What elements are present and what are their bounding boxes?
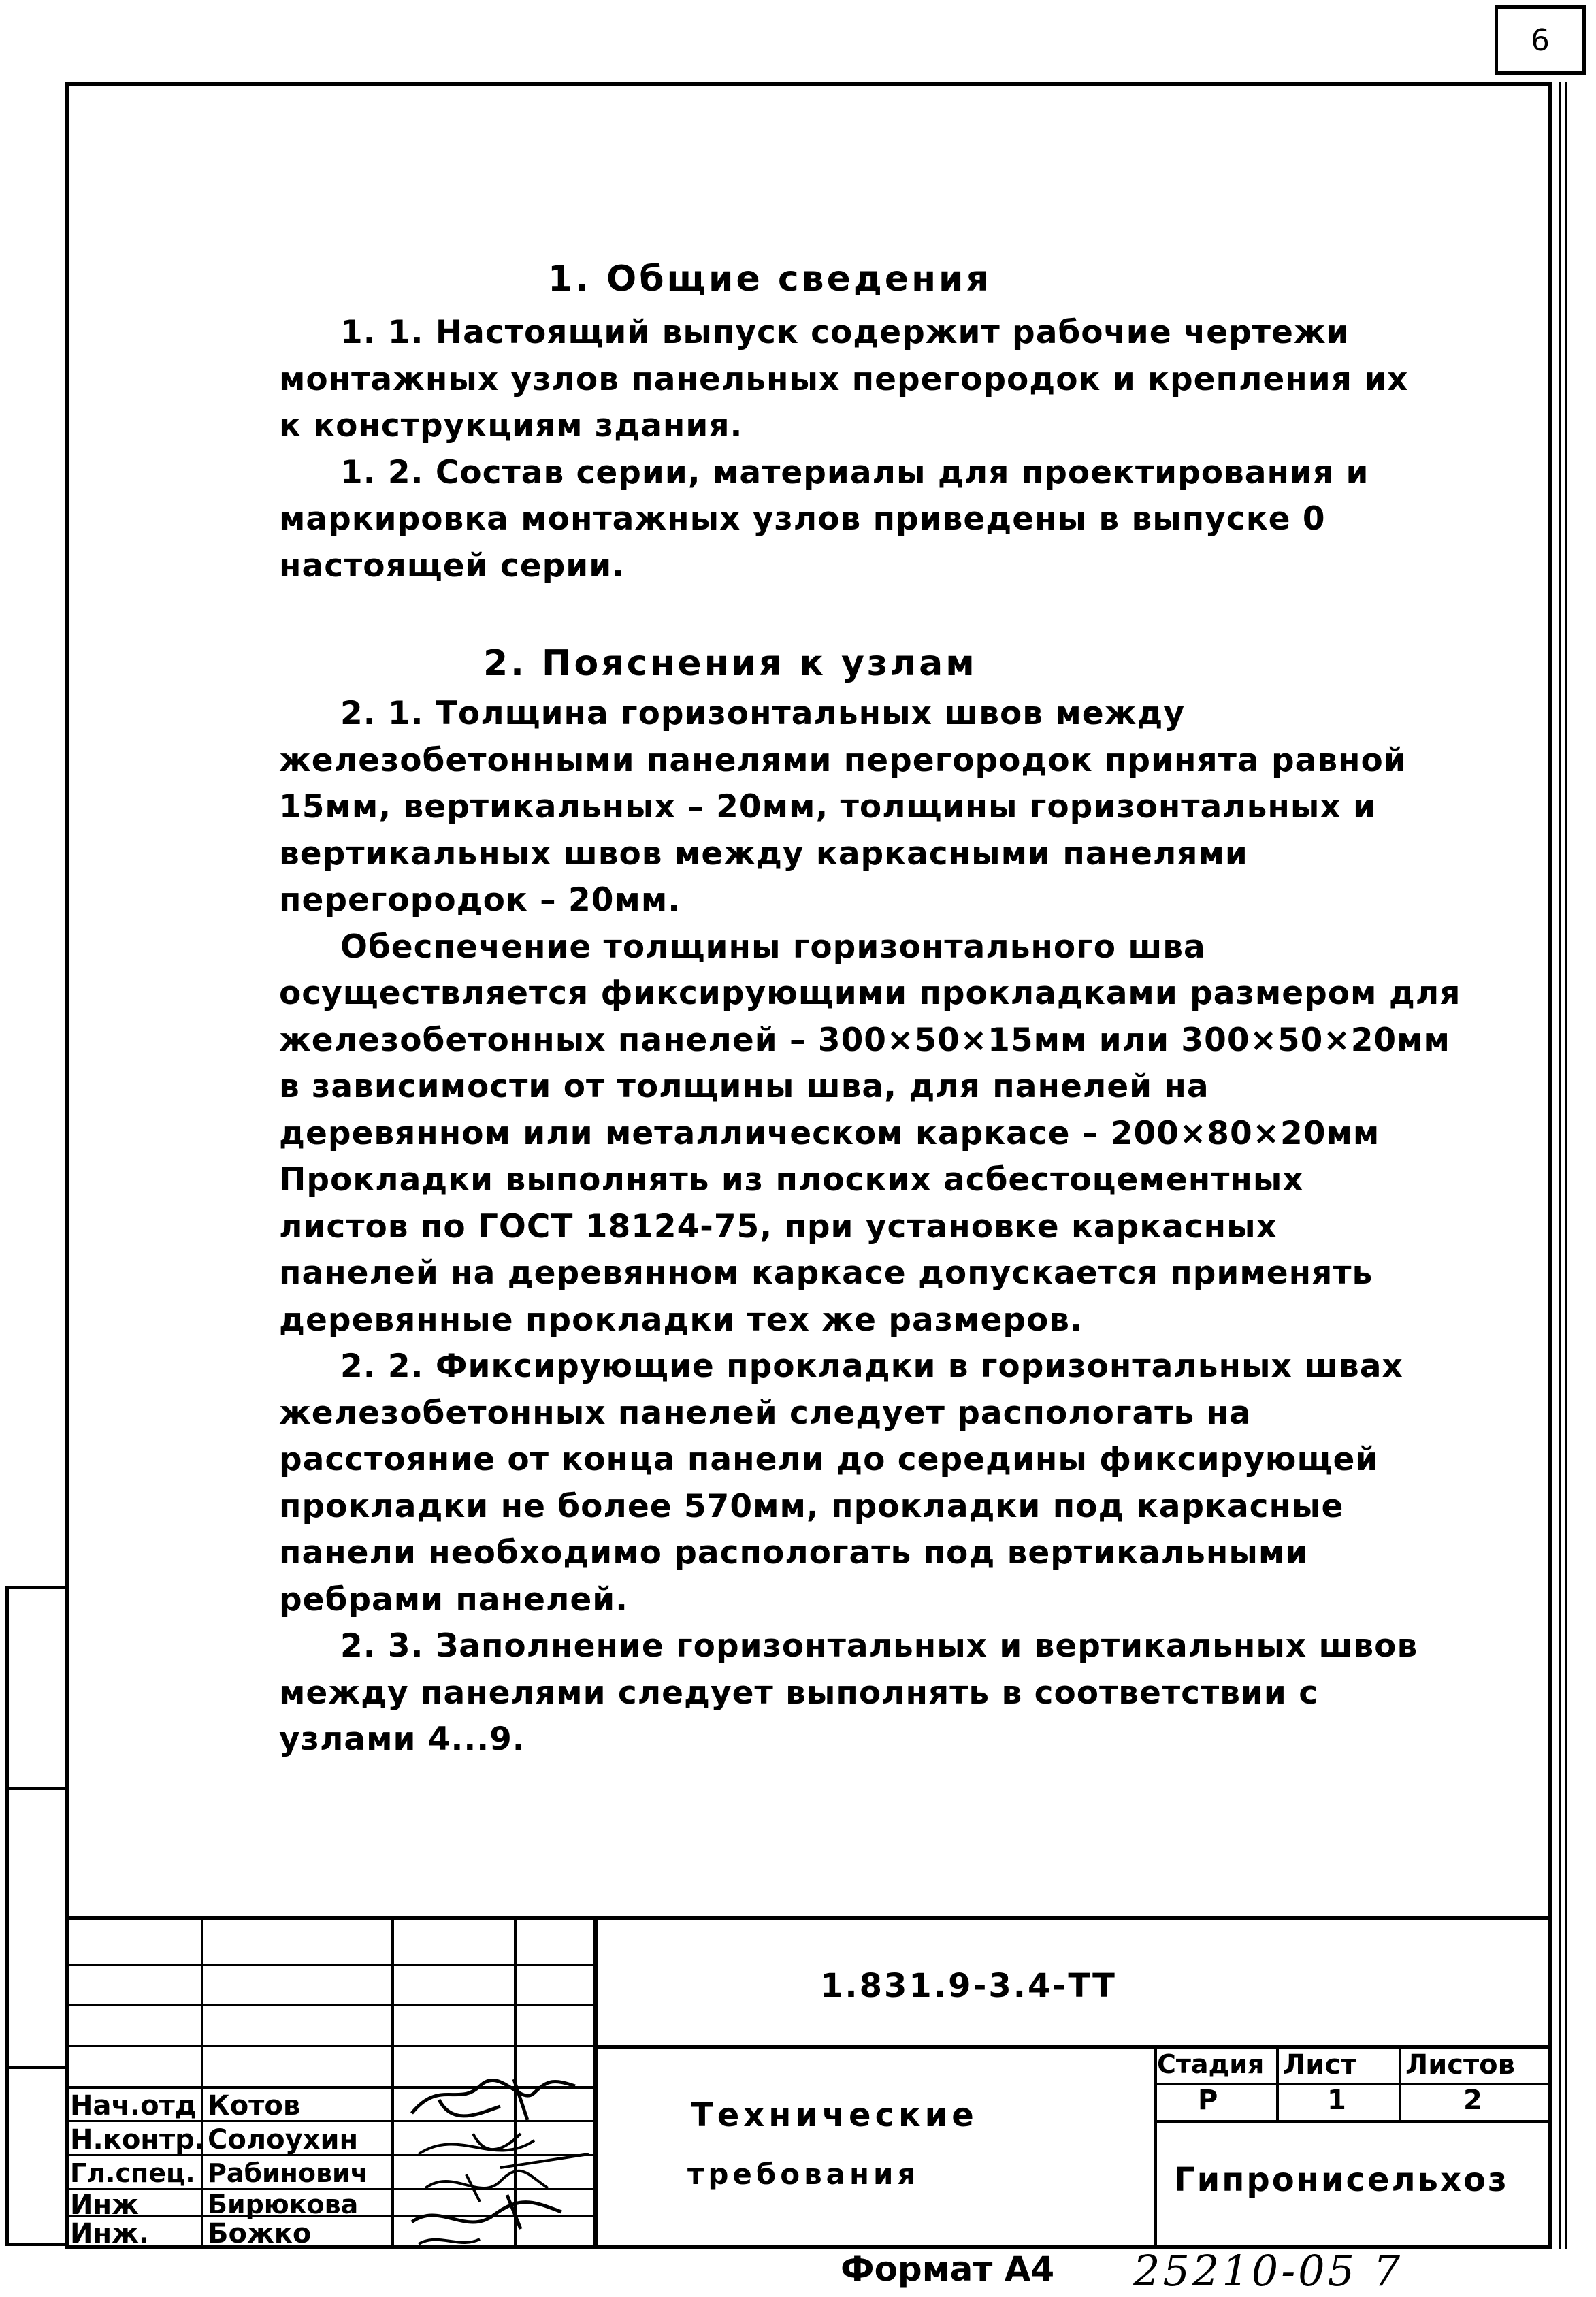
paragraph-2-3: 2. 3. Заполнение горизонтальных и вертикальных швов между панелями следует выполнять в соответствии с узлами 4...9. [279, 1627, 1418, 1758]
signatory-name: Рабинович [208, 2158, 368, 2188]
organization-name: Гипронисельхоз [1174, 2161, 1509, 2199]
sheets-value: 2 [1463, 2085, 1482, 2116]
title-block-divider [596, 2045, 1552, 2049]
stage-value: Р [1198, 2085, 1218, 2116]
signatory-name: Солоухин [208, 2124, 359, 2155]
grid-line [201, 1916, 203, 2249]
sheet-number: 6 [1531, 22, 1550, 58]
inventory-number: 25210-05 7 [1133, 2246, 1403, 2296]
signatory-name: Бирюкова [208, 2189, 359, 2219]
frame-edge-line [1559, 82, 1561, 2249]
sheet-value: 1 [1327, 2085, 1346, 2116]
signatory-role: Инж [70, 2189, 139, 2221]
signatory-role: Н.контр. [70, 2124, 205, 2155]
signatory-role: Гл.спец. [70, 2158, 195, 2188]
document-title-line1: Технические [691, 2096, 978, 2134]
sheets-label: Листов [1405, 2049, 1515, 2081]
grid-line [1154, 2120, 1552, 2123]
binding-strip [5, 1586, 65, 2246]
signatory-role: Нач.отд [70, 2090, 197, 2121]
section-1-heading: 1. Общие сведения [548, 259, 992, 299]
binding-divider [9, 2066, 69, 2069]
sheet-number-box [1495, 5, 1586, 75]
title-block-border [65, 1916, 1552, 1920]
signatory-role: Инж. [70, 2218, 150, 2249]
section-2-heading: 2. Пояснения к узлам [483, 643, 977, 684]
stage-label: Стадия [1157, 2049, 1265, 2079]
frame-edge-line [1565, 82, 1567, 2249]
paragraph-1-1: 1. 1. Настоящий выпуск содержит рабочие чертежи монтажных узлов панельных перегородок и крепления их к конструкциям здания. [279, 314, 1409, 444]
paragraph-2-1: 2. 1. Толщина горизонтальных швов между железобетонными панелями перегородок принята равной 15мм, вертикальных – 20мм, толщины горизонтальных и вертикальных швов между каркасными панелями перегородок – 20мм. [279, 695, 1407, 919]
document-title-line2: требования [687, 2157, 920, 2191]
signatory-name: Божко [208, 2218, 312, 2249]
section-1-body [279, 310, 1504, 589]
paragraph-2-1-cont: Обеспечение толщины горизонтального шва осуществляется фиксирующими прокладками размером для железобетонных панелей – 300×50×15мм или 300×50×20мм в зависимости от толщины шва, для панелей на деревянном или металлическом каркасе – 200×80×20мм Прокладки выполнять из плоских асбестоцементных листов по ГОСТ 18124-75, при установке каркасных панелей на деревянном каркасе допускается применять деревянные прокладки тех же размеров. [279, 928, 1461, 1339]
grid-line [391, 1916, 394, 2249]
handwritten-signatures [398, 2066, 596, 2249]
document-designation: 1.831.9-3.4-ТТ [820, 1967, 1117, 2005]
section-2-body [279, 691, 1504, 1763]
format-label: Формат А4 [841, 2249, 1055, 2289]
paragraph-1-2: 1. 2. Состав серии, материалы для проектирования и маркировка монтажных узлов приведены в выпуске 0 настоящей серии. [279, 453, 1369, 585]
binding-divider [9, 1787, 69, 1790]
paragraph-2-2: 2. 2. Фиксирующие прокладки в горизонтальных швах железобетонных панелей следует распологать на расстояние от конца панели до середины фиксирующей прокладки не более 570мм, прокладки под каркасные панели необходимо распологать под вертикальными ребрами панелей. [279, 1348, 1403, 1618]
signatory-name: Котов [208, 2090, 301, 2121]
title-block [65, 1916, 1552, 2249]
sheet-label: Лист [1283, 2049, 1357, 2081]
